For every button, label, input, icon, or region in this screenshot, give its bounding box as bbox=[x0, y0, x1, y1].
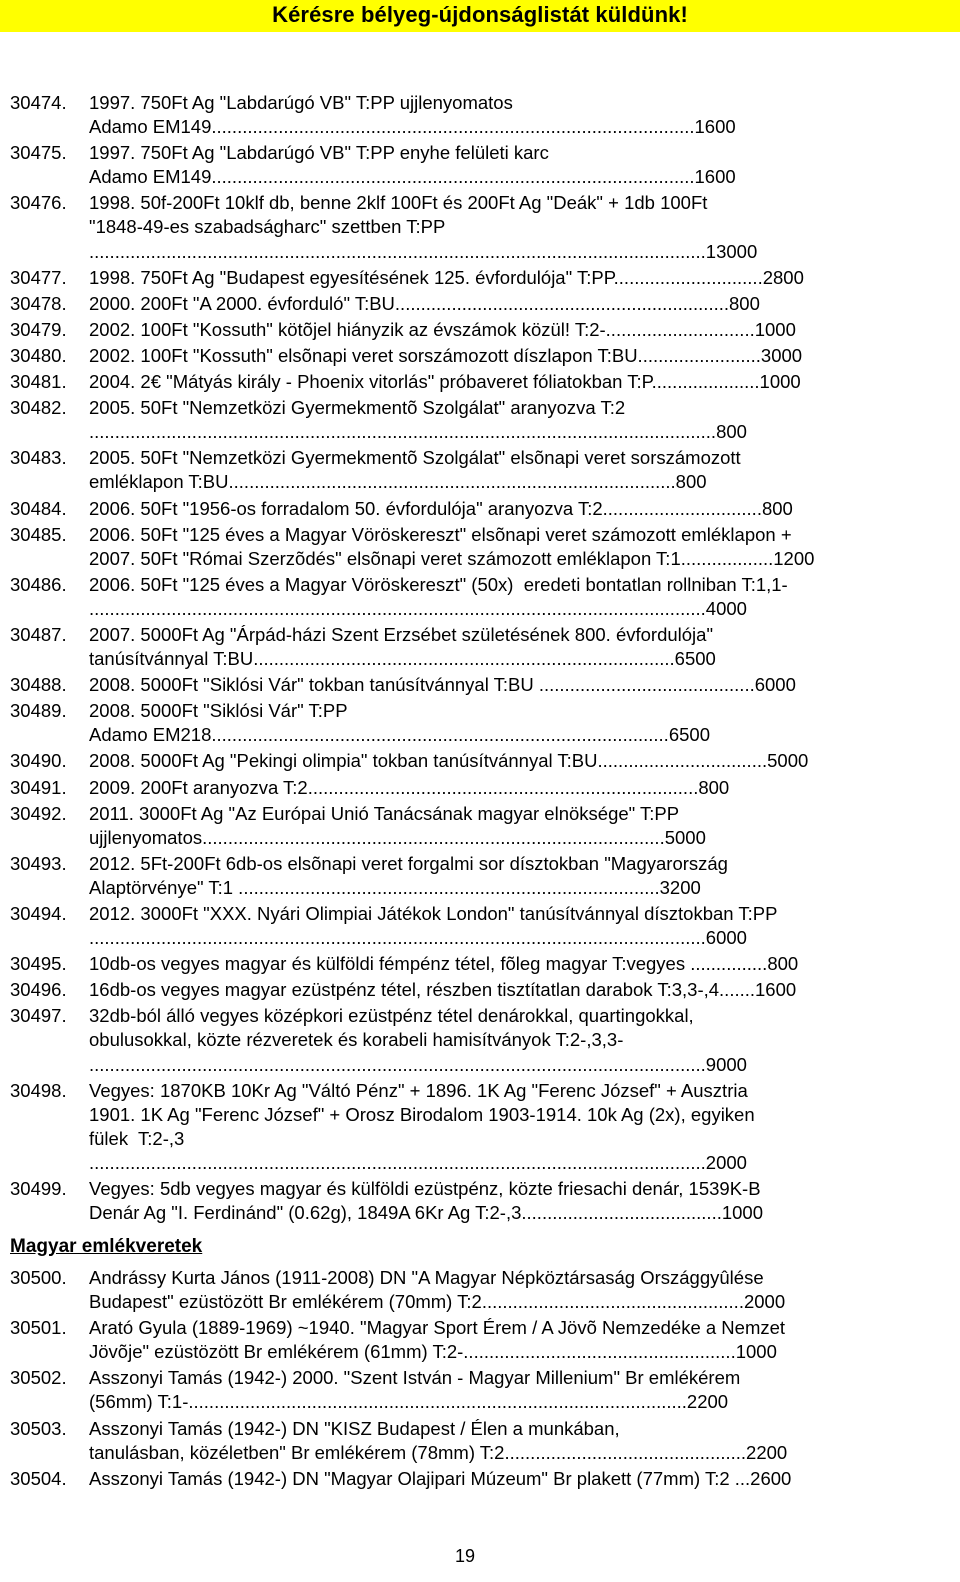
lot-line: (56mm) T:1-.................................................................................................2200 bbox=[89, 1391, 729, 1413]
lot-item bbox=[10, 978, 930, 1002]
lot-item bbox=[10, 1266, 930, 1314]
lot-number: 30502. bbox=[10, 1367, 67, 1389]
section-title: Magyar emlékveretek bbox=[10, 1236, 203, 1257]
lot-number: 30492. bbox=[10, 802, 67, 824]
lot-line: Arató Gyula (1889-1969) ~1940. "Magyar Sport Érem / A Jövõ Nemzedéke a Nemzet bbox=[89, 1317, 786, 1339]
lot-line: 2002. 100Ft "Kossuth" kötõjel hiányzik az évszámok közül! T:2-.............................1000 bbox=[89, 318, 796, 340]
lot-description bbox=[89, 902, 930, 950]
lot-line: ........................................................................................................................2000 bbox=[89, 1151, 747, 1173]
lot-number: 30491. bbox=[10, 776, 67, 798]
lot-item bbox=[10, 573, 930, 621]
lot-line: 1997. 750Ft Ag "Labdarúgó VB" T:PP ujjlenyomatos bbox=[89, 92, 513, 113]
lot-item bbox=[10, 396, 930, 444]
lot-line: Jövõje" ezüstözött Br emlékérem (61mm) T:2-.....................................................1000 bbox=[89, 1341, 777, 1363]
lot-description bbox=[89, 266, 930, 290]
lot-line: 2006. 50Ft "1956-os forradalom 50. évfordulója" aranyozva T:2...............................800 bbox=[89, 497, 793, 519]
lot-number: 30495. bbox=[10, 953, 67, 975]
lot-line: fülek T:2-,3 bbox=[89, 1127, 185, 1149]
lot-number: 30482. bbox=[10, 397, 67, 419]
lot-line: obulusokkal, közte rézveretek és korabeli hamisítványok T:2-,3,3- bbox=[89, 1029, 624, 1051]
lot-description bbox=[89, 344, 930, 368]
lot-line: ........................................................................................................................4000 bbox=[89, 597, 747, 619]
lot-number: 30500. bbox=[10, 1267, 67, 1288]
lot-number: 30474. bbox=[10, 92, 67, 113]
lot-item bbox=[10, 802, 930, 850]
header-text: Kérésre bélyeg-újdonságlistát küldünk! bbox=[272, 2, 688, 27]
lot-item bbox=[10, 776, 930, 800]
lot-description bbox=[89, 952, 930, 976]
lot-item bbox=[10, 623, 930, 671]
lot-number: 30489. bbox=[10, 700, 67, 722]
lot-number: 30504. bbox=[10, 1467, 67, 1489]
lot-description bbox=[89, 1366, 930, 1414]
lot-description bbox=[89, 1417, 930, 1465]
lot-description bbox=[89, 497, 930, 521]
lot-item bbox=[10, 1467, 930, 1491]
lot-line: ........................................................................................................................9000 bbox=[89, 1053, 747, 1075]
lot-description bbox=[89, 1467, 930, 1491]
lot-item bbox=[10, 370, 930, 394]
lot-description bbox=[89, 623, 930, 671]
lot-line: 2000. 200Ft "A 2000. évforduló" T:BU.................................................................800 bbox=[89, 292, 760, 314]
lot-line: 2011. 3000Ft Ag "Az Európai Unió Tanácsának magyar elnöksége" T:PP bbox=[89, 802, 680, 824]
lot-number: 30503. bbox=[10, 1417, 67, 1439]
lot-number: 30477. bbox=[10, 266, 67, 288]
lot-number: 30479. bbox=[10, 318, 67, 340]
lot-line: 1998. 750Ft Ag "Budapest egyesítésének 125. évfordulója" T:PP.............................2800 bbox=[89, 266, 804, 288]
lot-description bbox=[89, 370, 930, 394]
lot-description bbox=[89, 699, 930, 747]
lot-item bbox=[10, 1079, 930, 1175]
lot-description bbox=[89, 852, 930, 900]
lot-description bbox=[89, 91, 930, 139]
lot-line: Adamo EM149..............................................................................................1600 bbox=[89, 166, 736, 188]
lot-line: 1997. 750Ft Ag "Labdarúgó VB" T:PP enyhe felületi karc bbox=[89, 142, 549, 164]
lot-line: 2006. 50Ft "125 éves a Magyar Vöröskereszt" elsõnapi veret számozott emléklapon + bbox=[89, 523, 792, 545]
lot-number: 30496. bbox=[10, 979, 67, 1001]
lot-number: 30480. bbox=[10, 344, 67, 366]
lot-line: Asszonyi Tamás (1942-) DN "KISZ Budapest / Élen a munkában, bbox=[89, 1417, 620, 1439]
lot-line: 2008. 5000Ft Ag "Pekingi olimpia" tokban tanúsítvánnyal T:BU.................................5000 bbox=[89, 750, 809, 772]
lot-line: 2008. 5000Ft "Siklósi Vár" T:PP bbox=[89, 700, 348, 722]
lot-description bbox=[89, 802, 930, 850]
lot-description bbox=[89, 978, 930, 1002]
lot-description bbox=[89, 1266, 930, 1314]
lot-item bbox=[10, 952, 930, 976]
lot-description bbox=[89, 1316, 930, 1364]
lot-description bbox=[89, 1004, 930, 1076]
lot-line: emléklapon T:BU.......................................................................................800 bbox=[89, 471, 707, 493]
lot-description bbox=[89, 1079, 930, 1175]
lot-item bbox=[10, 523, 930, 571]
lot-number: 30488. bbox=[10, 674, 67, 696]
lot-line: 2005. 50Ft "Nemzetközi Gyermekmentõ Szolgálat" elsõnapi veret sorszámozott bbox=[89, 447, 741, 469]
lot-number: 30484. bbox=[10, 497, 67, 519]
lot-line: ujjlenyomatos..........................................................................................5000 bbox=[89, 826, 706, 848]
lot-line: 2012. 5Ft-200Ft 6db-os elsõnapi veret forgalmi sor dísztokban "Magyarország bbox=[89, 852, 728, 874]
lot-item bbox=[10, 902, 930, 950]
lot-list-emlekveretek bbox=[10, 1266, 930, 1493]
lot-description bbox=[89, 292, 930, 316]
lot-line: ........................................................................................................................6000 bbox=[89, 927, 747, 949]
lot-description bbox=[89, 446, 930, 494]
lot-item bbox=[10, 1316, 930, 1364]
lot-number: 30476. bbox=[10, 192, 67, 214]
lot-description bbox=[89, 191, 930, 263]
lot-line: Adamo EM149..............................................................................................1600 bbox=[89, 116, 736, 138]
lot-line: 2007. 50Ft "Római Szerzõdés" elsõnapi veret számozott emléklapon T:1..................1200 bbox=[89, 547, 815, 569]
lot-line: 2009. 200Ft aranyozva T:2............................................................................800 bbox=[89, 776, 730, 798]
lot-description bbox=[89, 396, 930, 444]
lot-item bbox=[10, 749, 930, 773]
lot-number: 30501. bbox=[10, 1317, 67, 1339]
lot-item bbox=[10, 292, 930, 316]
lot-line: tanulásban, közéletben" Br emlékérem (78mm) T:2...............................................2200 bbox=[89, 1441, 788, 1463]
lot-number: 30483. bbox=[10, 447, 67, 469]
lot-description bbox=[89, 673, 930, 697]
lot-line: Denár Ag "I. Ferdinánd" (0.62g), 1849A 6Kr Ag T:2-,3.......................................1000 bbox=[89, 1202, 764, 1224]
lot-number: 30487. bbox=[10, 623, 67, 645]
lot-item bbox=[10, 318, 930, 342]
lot-line: 2007. 5000Ft Ag "Árpád-házi Szent Erzsébet születésének 800. évfordulója" bbox=[89, 623, 714, 645]
lot-number: 30499. bbox=[10, 1178, 67, 1200]
lot-number: 30493. bbox=[10, 852, 67, 874]
lot-number: 30498. bbox=[10, 1079, 67, 1101]
lot-description bbox=[89, 776, 930, 800]
lot-line: Alaptörvénye" T:1 ..................................................................................3200 bbox=[89, 876, 701, 898]
lot-line: Asszonyi Tamás (1942-) DN "Magyar Olajipari Múzeum" Br plakett (77mm) T:2 ...2600 bbox=[89, 1467, 792, 1489]
lot-item bbox=[10, 497, 930, 521]
lot-item bbox=[10, 852, 930, 900]
lot-number: 30478. bbox=[10, 292, 67, 314]
lot-line: 2002. 100Ft "Kossuth" elsõnapi veret sorszámozott díszlapon T:BU........................3000 bbox=[89, 344, 803, 366]
lot-line: "1848-49-es szabadságharc" szettben T:PP bbox=[89, 216, 446, 238]
lot-line: 16db-os vegyes magyar ezüstpénz tétel, részben tisztítatlan darabok T:3,3-,4.......1600 bbox=[89, 979, 797, 1001]
lot-item bbox=[10, 344, 930, 368]
lot-number: 30475. bbox=[10, 142, 67, 164]
lot-description bbox=[89, 749, 930, 773]
lot-line: ........................................................................................................................13000 bbox=[89, 240, 758, 262]
page-number: 19 bbox=[454, 1546, 476, 1566]
lot-number: 30494. bbox=[10, 903, 67, 924]
lot-line: 32db-ból álló vegyes középkori ezüstpénz tétel denárokkal, quartingokkal, bbox=[89, 1005, 694, 1027]
lot-description bbox=[89, 573, 930, 621]
lot-line: ..........................................................................................................................800 bbox=[89, 421, 747, 443]
lot-item bbox=[10, 1177, 930, 1225]
lot-item bbox=[10, 141, 930, 189]
lot-number: 30490. bbox=[10, 750, 67, 772]
lot-line: Vegyes: 5db vegyes magyar és külföldi ezüstpénz, közte friesachi denár, 1539K-B bbox=[89, 1178, 761, 1200]
lot-description bbox=[89, 523, 930, 571]
lot-item bbox=[10, 673, 930, 697]
lot-item bbox=[10, 266, 930, 290]
lot-number: 30486. bbox=[10, 573, 67, 595]
lot-description bbox=[89, 1177, 930, 1225]
lot-item bbox=[10, 1004, 930, 1076]
lot-item bbox=[10, 1417, 930, 1465]
lot-line: 2006. 50Ft "125 éves a Magyar Vöröskereszt" (50x) eredeti bontatlan rollniban T:1,1- bbox=[89, 573, 788, 595]
lot-number: 30481. bbox=[10, 371, 67, 393]
lot-item bbox=[10, 446, 930, 494]
lot-line: 2012. 3000Ft "XXX. Nyári Olimpiai Játékok London" tanúsítvánnyal dísztokban T:PP bbox=[89, 903, 778, 924]
lot-description bbox=[89, 141, 930, 189]
lot-item bbox=[10, 1366, 930, 1414]
lot-line: Adamo EM218.........................................................................................6500 bbox=[89, 724, 710, 746]
header-banner bbox=[0, 0, 960, 32]
lot-list bbox=[10, 91, 930, 1227]
lot-line: Budapest" ezüstözött Br emlékérem (70mm) T:2...................................................2000 bbox=[89, 1291, 786, 1313]
lot-line: 2008. 5000Ft "Siklósi Vár" tokban tanúsítvánnyal T:BU ..........................................6000 bbox=[89, 674, 796, 696]
lot-line: 2005. 50Ft "Nemzetközi Gyermekmentõ Szolgálat" aranyozva T:2 bbox=[89, 397, 626, 419]
lot-line: 1998. 50f-200Ft 10klf db, benne 2klf 100Ft és 200Ft Ag "Deák" + 1db 100Ft bbox=[89, 192, 708, 214]
lot-description bbox=[89, 318, 930, 342]
lot-line: Asszonyi Tamás (1942-) 2000. "Szent István - Magyar Millenium" Br emlékérem bbox=[89, 1367, 741, 1389]
lot-line: tanúsítvánnyal T:BU..................................................................................6500 bbox=[89, 648, 716, 670]
lot-item bbox=[10, 91, 930, 139]
lot-line: Vegyes: 1870KB 10Kr Ag "Váltó Pénz" + 1896. 1K Ag "Ferenc József" + Ausztria bbox=[89, 1079, 748, 1101]
lot-line: 10db-os vegyes magyar és külföldi fémpénz tétel, fõleg magyar T:vegyes ...............800 bbox=[89, 953, 799, 975]
lot-line: Andrássy Kurta János (1911-2008) DN "A Magyar Népköztársaság Országgyûlése bbox=[89, 1267, 764, 1288]
lot-item bbox=[10, 191, 930, 263]
lot-line: 2004. 2€ "Mátyás király - Phoenix vitorlás" próbaveret fóliatokban T:P.....................1000 bbox=[89, 371, 801, 393]
lot-number: 30485. bbox=[10, 523, 67, 545]
lot-number: 30497. bbox=[10, 1005, 67, 1027]
lot-line: 1901. 1K Ag "Ferenc József" + Orosz Birodalom 1903-1914. 10k Ag (2x), egyiken bbox=[89, 1103, 755, 1125]
lot-item bbox=[10, 699, 930, 747]
